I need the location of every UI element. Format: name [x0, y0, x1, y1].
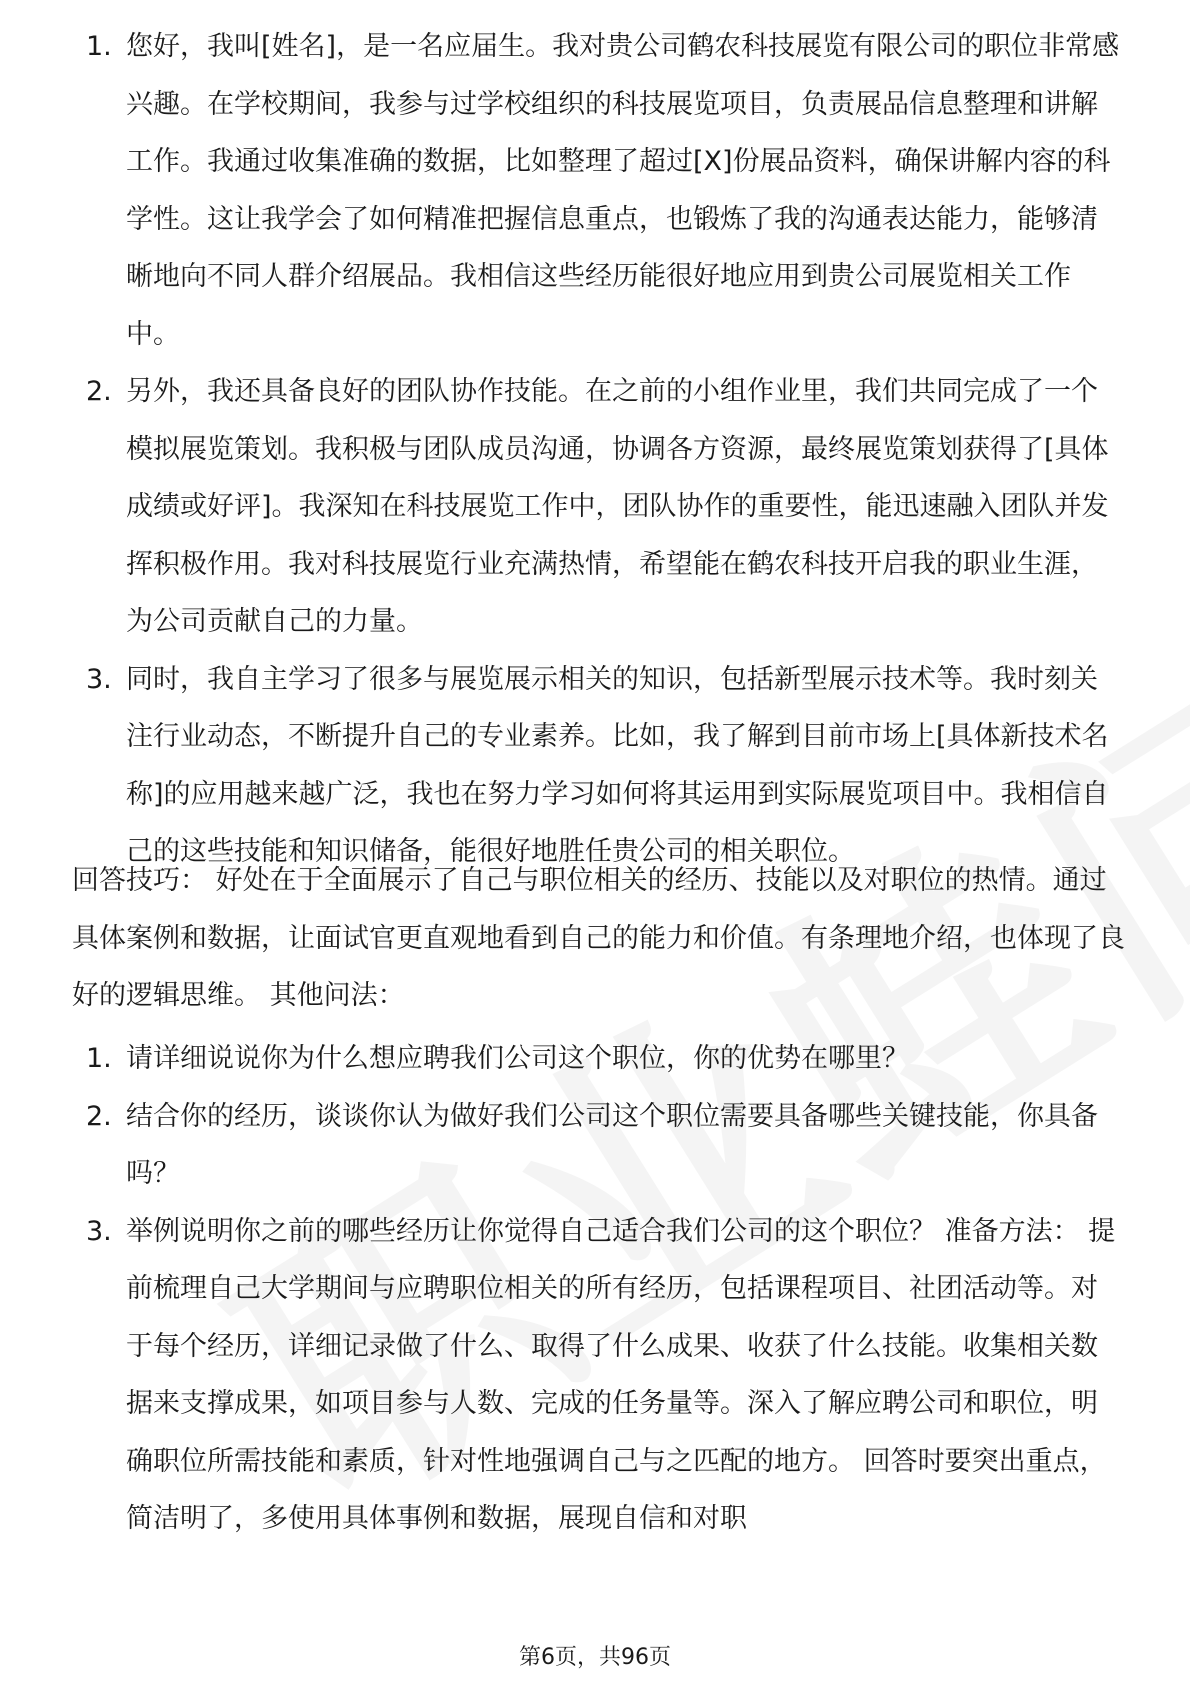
list-item-text: 结合你的经历，谈谈你认为做好我们公司这个职位需要具备哪些关键技能，你具备吗？ [126, 1100, 1098, 1189]
list-item-text: 另外，我还具备良好的团队协作技能。在之前的小组作业里，我们共同完成了一个模拟展览策划。我积极与团队成员沟通，协调各方资源，最终展览策划获得了[具体成绩或好评]。我深知在科技展览工作中，团队协作的重要性，能迅速融入团队并发挥积极作用。我对科技展览行业充满热情，希望能在鹤农科技开启我的职业生涯，为公司贡献自己的力量。 [126, 376, 1109, 637]
list-item-number: 2. [86, 376, 112, 407]
list-item [80, 651, 1120, 881]
list-item [80, 1030, 1120, 1088]
list-item-number: 2. [86, 1100, 112, 1132]
page-number-footer: 第6页，共96页 [519, 1645, 671, 1670]
list-item-text: 请详细说说你为什么想应聘我们公司这个职位，你的优势在哪里？ [126, 1043, 909, 1074]
list-item-text: 同时，我自主学习了很多与展览展示相关的知识，包括新型展示技术等。我时刻关注行业动态，不断提升自己的专业素养。比如，我了解到目前市场上[具体新技术名称]的应用越来越广泛，我也在努力学习如何将其运用到实际展览项目中。我相信自己的这些技能和知识储备，能很好地胜任贵公司的相关职位。 [126, 663, 1109, 867]
alternative-questions-list [80, 1030, 1120, 1548]
list-item [80, 363, 1120, 651]
list-item-number: 1. [86, 1043, 112, 1074]
list-item-number: 3. [86, 1215, 112, 1247]
answer-tips-paragraph: 回答技巧： 好处在于全面展示了自己与职位相关的经历、技能以及对职位的热情。通过具体案例和数据，让面试官更直观地看到自己的能力和价值。有条理地介绍，也体现了良好的逻辑思维。 其他问法： [72, 865, 1125, 1011]
list-item-text: 您好，我叫[姓名]，是一名应届生。我对贵公司鹤农科技展览有限公司的职位非常感兴趣。在学校期间，我参与过学校组织的科技展览项目，负责展品信息整理和讲解工作。我通过收集准确的数据，比如整理了超过[X]份展品资料，确保讲解内容的科学性。这让我学会了如何精准把握信息重点，也锻炼了我的沟通表达能力，能够清晰地向不同人群介绍展品。我相信这些经历能很好地应用到贵公司展览相关工作中。 [126, 31, 1120, 350]
list-item [80, 1203, 1120, 1548]
list-item-number: 1. [86, 31, 112, 62]
list-item [80, 1088, 1120, 1203]
list-item-number: 3. [86, 663, 112, 695]
list-item [80, 18, 1120, 363]
list-item-text: 举例说明你之前的哪些经历让你觉得自己适合我们公司的这个职位？ 准备方法： 提前梳理自己大学期间与应聘职位相关的所有经历，包括课程项目、社团活动等。对于每个经历，详细记录做了什么、取得了什么成果、收获了什么技能。收集相关数据来支撑成果，如项目参与人数、完成的任务量等。深入了解应聘公司和职位，明确职位所需技能和素质，针对性地强调自己与之匹配的地方。 回答时要突出重点，简洁明了，多使用具体事例和数据，展现自信和对职 [126, 1215, 1116, 1534]
answer-list [80, 18, 1120, 881]
